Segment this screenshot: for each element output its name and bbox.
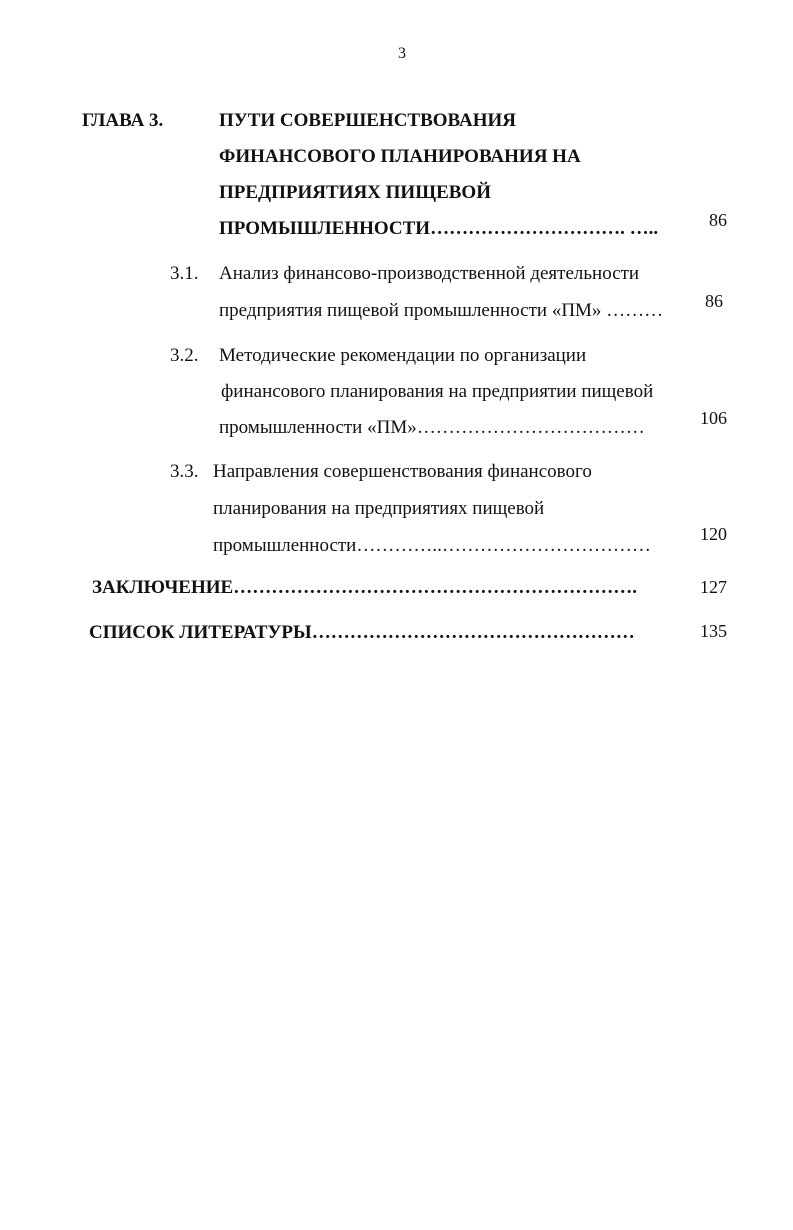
section-title-last-line: предприятия пищевой промышленности «ПМ» ……… [219,300,664,321]
conclusion-label: ЗАКЛЮЧЕНИЕ………………………………………………………. [92,577,637,598]
section-page-number: 86 [705,291,723,311]
bibliography-label: СПИСОК ЛИТЕРАТУРЫ…………………………………………… [89,622,635,643]
section-number: 3.1. [170,263,199,284]
chapter-title-line: ФИНАНСОВОГО ПЛАНИРОВАНИЯ НА [219,146,581,167]
chapter-title-last-line: ПРОМЫШЛЕННОСТИ…………………………. ….. [219,218,659,239]
section-title-line: финансового планирования на предприятии пищевой [221,381,654,402]
bibliography-page-number: 135 [700,621,727,641]
section-title-line: Методические рекомендации по организации [219,345,587,366]
conclusion-page-number: 127 [700,577,727,597]
chapter-label: ГЛАВА 3. [82,110,164,131]
chapter-title-line: ПУТИ СОВЕРШЕНСТВОВАНИЯ [219,110,517,131]
section-number: 3.3. [170,461,199,482]
section-title-line: Направления совершенствования финансового [213,461,592,482]
chapter-page-number: 86 [709,210,727,230]
section-title-last-line: промышленности «ПМ»……………………………… [219,417,645,438]
chapter-title-line: ПРЕДПРИЯТИЯХ ПИЩЕВОЙ [219,182,491,203]
page-number: 3 [398,45,406,62]
section-title-line: планирования на предприятиях пищевой [213,498,545,519]
section-page-number: 106 [700,408,727,428]
section-title-last-line: промышленности…………..…………………………… [213,535,651,556]
section-number: 3.2. [170,345,199,366]
section-page-number: 120 [700,524,727,544]
section-title-line: Анализ финансово-производственной деятельности [219,263,640,284]
